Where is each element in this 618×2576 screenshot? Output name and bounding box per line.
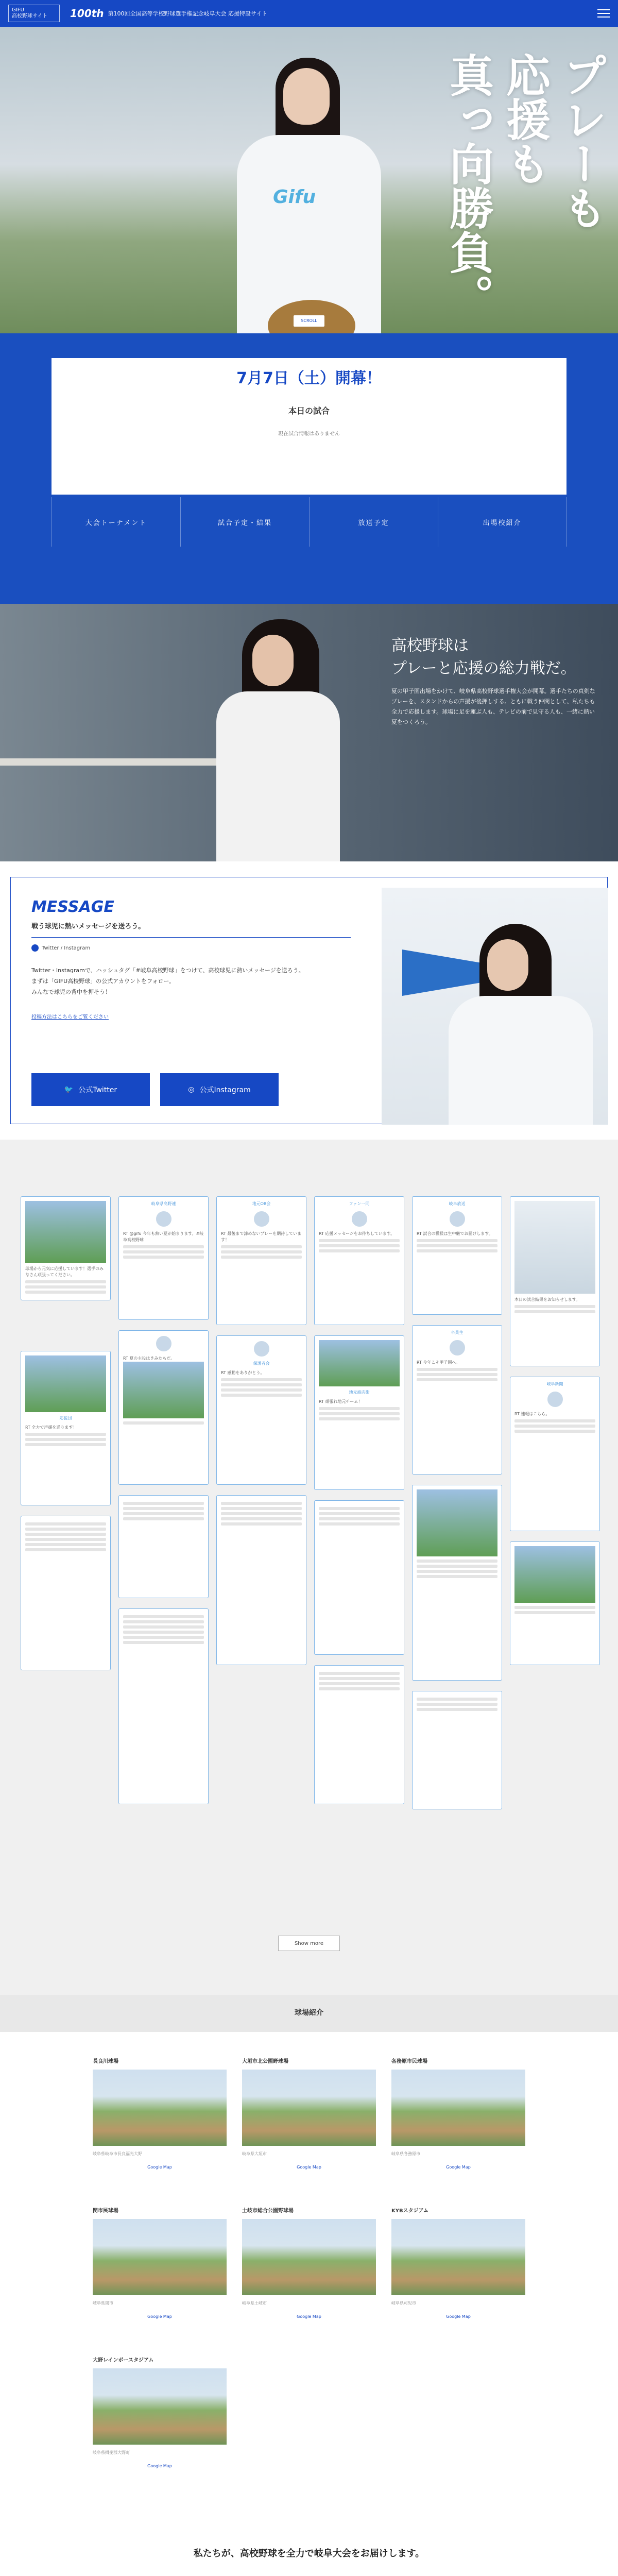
- message-section: [0, 861, 618, 1140]
- hero-copy-col1: プレーも: [555, 53, 607, 230]
- sponsors-section: [0, 2515, 618, 2576]
- stadiums-band: [0, 1995, 618, 2032]
- tweet-text: RT @gifu 今年も熱い夏が始まります。#岐阜高校野球: [123, 1231, 204, 1242]
- concept-photo: [196, 604, 371, 861]
- tweet-card[interactable]: [118, 1495, 209, 1598]
- concept-headline-line1: 高校野球は: [391, 637, 469, 655]
- hero-shirt-text: Gifu: [273, 187, 316, 208]
- hero-copy-col2: 応援も: [499, 53, 551, 185]
- tweet-author: 地元OB会: [252, 1201, 271, 1206]
- tab-schedule[interactable]: 試合予定・結果: [180, 497, 309, 547]
- tweet-text: RT 夏の主役はきみたちだ。: [123, 1356, 175, 1361]
- google-map-link[interactable]: Google Map: [147, 2314, 172, 2319]
- avatar: [351, 1210, 368, 1228]
- stadium-name: KYBスタジアム: [391, 2208, 428, 2214]
- stadiums-section: [0, 1995, 618, 2515]
- avatar: [546, 1391, 564, 1408]
- tweet-card[interactable]: [412, 1691, 502, 1809]
- no-games-note: 現在試合情報はありません: [278, 431, 340, 437]
- tweet-card[interactable]: [314, 1500, 404, 1655]
- howto-link[interactable]: 投稿方法はこちらをご覧ください: [31, 1014, 109, 1020]
- hero-copy-col3: 真っ向勝負。: [442, 53, 494, 318]
- tweet-card[interactable]: [510, 1377, 600, 1531]
- message-subtitle: 戦う球児に熱いメッセージを送ろう。: [31, 923, 145, 930]
- concept-body: 夏の甲子園出場をかけて、岐阜県高校野球選手権大会が開幕。選手たちの真剣なプレーを、スタンドからの声援が後押しする。ともに戦う仲間として、私たちも全力で応援します。球場に足を運ぶ人も、テレビの前で見守る人も、一緒に熱い夏をつくろう。: [391, 688, 595, 725]
- stadium-photo: [391, 2070, 525, 2146]
- avatar: [449, 1210, 466, 1228]
- avatar: [253, 1210, 270, 1228]
- scroll-badge[interactable]: SCROLL: [294, 315, 324, 327]
- tweet-author: 保護者会: [253, 1361, 270, 1366]
- tweet-text: RT 感動をありがとう。: [221, 1370, 265, 1375]
- hundredth-mark: 100th: [70, 7, 104, 20]
- tweet-card[interactable]: [314, 1196, 404, 1325]
- tab-tournament[interactable]: 大会トーナメント: [52, 497, 180, 547]
- stadium-card: [93, 2057, 227, 2170]
- tab-schools[interactable]: 出場校紹介: [438, 497, 566, 547]
- hamburger-menu-icon[interactable]: [597, 9, 610, 18]
- tweet-card[interactable]: [21, 1196, 111, 1300]
- stadium-photo: [93, 2368, 227, 2445]
- tweet-text: 球場から元気に応援しています！選手のみなさん頑張ってください。: [25, 1266, 104, 1277]
- tweet-author: 岐阜県高野連: [151, 1201, 176, 1206]
- stadium-card: [391, 2057, 525, 2170]
- tweet-card[interactable]: [216, 1335, 306, 1485]
- tweet-card[interactable]: [510, 1541, 600, 1665]
- stadium-photo: [242, 2219, 376, 2295]
- stadium-card: [242, 2057, 376, 2170]
- tweet-text: RT 頑張れ地元チーム！: [319, 1399, 363, 1404]
- social-icon: [31, 944, 39, 952]
- tweet-card[interactable]: [216, 1495, 306, 1665]
- stadiums-heading: 球場紹介: [295, 2009, 323, 2017]
- opening-tabs: [0, 497, 618, 547]
- google-map-link[interactable]: Google Map: [297, 2314, 321, 2319]
- logo-line1: GIFU: [12, 7, 24, 13]
- stadium-address: 岐阜県大垣市: [242, 2151, 267, 2156]
- google-map-link[interactable]: Google Map: [297, 2165, 321, 2170]
- message-text: Twitter・Instagramで、ハッシュタグ「#岐阜高校野球」をつけて、高校球児に熱いメッセージを送ろう。 まずは「GIFU高校野球」の公式アカウントをフォロー。 みんなで球児の背中を押そう！: [31, 967, 304, 995]
- google-map-link[interactable]: Google Map: [147, 2165, 172, 2170]
- tab-broadcast[interactable]: 放送予定: [309, 497, 438, 547]
- stadium-photo: [93, 2070, 227, 2146]
- concept-section: [0, 604, 618, 861]
- hero-section: [0, 27, 618, 333]
- tweet-author: 応援団: [59, 1416, 72, 1420]
- tweet-card[interactable]: [314, 1665, 404, 1804]
- social-label: [31, 944, 90, 952]
- tweet-author: 岐阜放送: [449, 1201, 466, 1206]
- google-map-link[interactable]: Google Map: [446, 2314, 471, 2319]
- message-frame: [10, 877, 608, 1124]
- stadium-address: 岐阜県揖斐郡大野町: [93, 2450, 130, 2455]
- twitter-button[interactable]: [31, 1073, 150, 1106]
- tweet-card[interactable]: [118, 1608, 209, 1804]
- message-photo: [382, 888, 608, 1125]
- tweet-card[interactable]: [412, 1196, 502, 1315]
- site-header: [0, 0, 618, 27]
- tweet-card[interactable]: [216, 1196, 306, 1325]
- stadium-card: [93, 2355, 227, 2468]
- opening-date: 7月7日（土）開幕！: [236, 369, 382, 387]
- tweet-text: RT 応援メッセージをお待ちしています。: [319, 1231, 395, 1236]
- avatar: [449, 1339, 466, 1357]
- tweet-card[interactable]: [314, 1335, 404, 1490]
- todays-games-title: 本日の試合: [288, 406, 330, 416]
- stadium-photo: [391, 2219, 525, 2295]
- opening-section: [0, 333, 618, 604]
- tweet-text: RT 今年こそ甲子園へ。: [417, 1360, 460, 1365]
- tweet-author: 卒業生: [451, 1330, 464, 1335]
- avatar: [155, 1210, 173, 1228]
- stadium-card: [242, 2206, 376, 2319]
- tweet-card[interactable]: [412, 1485, 502, 1681]
- tweet-author: ファン一同: [349, 1201, 370, 1206]
- tweet-card[interactable]: [118, 1330, 209, 1485]
- google-map-link[interactable]: Google Map: [147, 2464, 172, 2468]
- twitter-button-label: 公式Twitter: [78, 1086, 117, 1094]
- hero-player-image: [221, 47, 397, 333]
- tweet-text: RT 試合の模様は生中継でお届けします。: [417, 1231, 493, 1236]
- stadium-name: 関市民球場: [93, 2208, 118, 2214]
- tweet-card[interactable]: [118, 1196, 209, 1320]
- todays-games-card: [52, 358, 566, 495]
- tweet-text: 本日の試合結果をお知らせします。: [514, 1297, 580, 1302]
- logo-line2: 高校野球サイト: [12, 13, 48, 19]
- stadium-name: 大野レインボースタジアム: [93, 2358, 154, 2363]
- stadium-name: 各務原市民球場: [391, 2059, 427, 2064]
- avatar: [155, 1335, 173, 1352]
- stadium-name: 長良川球場: [93, 2059, 118, 2064]
- avatar: [253, 1340, 270, 1358]
- tweet-feed-section: [0, 1140, 618, 1995]
- tweet-author: 岐阜新聞: [546, 1382, 563, 1386]
- google-map-link[interactable]: Google Map: [446, 2165, 471, 2170]
- sponsors-heading: 私たちが、高校野球を全力で岐阜大会をお届けします。: [193, 2548, 425, 2559]
- stadium-name: 大垣市北公園野球場: [242, 2059, 288, 2064]
- stadium-address: 岐阜県可児市: [391, 2301, 416, 2306]
- stadium-address: 岐阜県各務原市: [391, 2151, 420, 2156]
- instagram-icon: ◎: [188, 1086, 195, 1094]
- stadium-address: 岐阜県関市: [93, 2301, 113, 2306]
- tweet-text: RT 最後まで諦めないプレーを期待しています！: [221, 1231, 302, 1242]
- stadium-card: [93, 2206, 227, 2319]
- instagram-button[interactable]: [160, 1073, 279, 1106]
- stadium-card: [391, 2206, 525, 2319]
- tweet-text: RT 全力で声援を送ります！: [25, 1425, 77, 1430]
- twitter-icon: 🐦: [64, 1086, 74, 1094]
- stadium-address: 岐阜県土岐市: [242, 2301, 267, 2306]
- concept-headline: [391, 635, 576, 680]
- stadium-photo: [242, 2070, 376, 2146]
- tweet-author: 地元商店街: [349, 1390, 370, 1395]
- show-more-button[interactable]: Show more: [278, 1936, 340, 1951]
- site-logo[interactable]: [8, 5, 60, 22]
- instagram-button-label: 公式Instagram: [199, 1086, 251, 1094]
- header-tagline: 第100回全国高等学校野球選手権記念岐阜大会 応援特設サイト: [108, 10, 268, 17]
- message-title: MESSAGE: [31, 898, 114, 916]
- stadium-name: 土岐市総合公園野球場: [242, 2208, 294, 2214]
- tweet-grid: [21, 1196, 597, 1918]
- social-label-text: Twitter / Instagram: [42, 945, 91, 951]
- concept-headline-line2: プレーと応援の総力戦だ。: [391, 659, 576, 677]
- stadium-photo: [93, 2219, 227, 2295]
- tweet-card[interactable]: [21, 1351, 111, 1505]
- tweet-card[interactable]: [510, 1196, 600, 1366]
- tweet-card[interactable]: [412, 1325, 502, 1475]
- tweet-card[interactable]: [21, 1516, 111, 1670]
- tweet-text: RT 速報はこちら。: [514, 1412, 550, 1416]
- stadium-address: 岐阜県岐阜市長良福光大野: [93, 2151, 142, 2156]
